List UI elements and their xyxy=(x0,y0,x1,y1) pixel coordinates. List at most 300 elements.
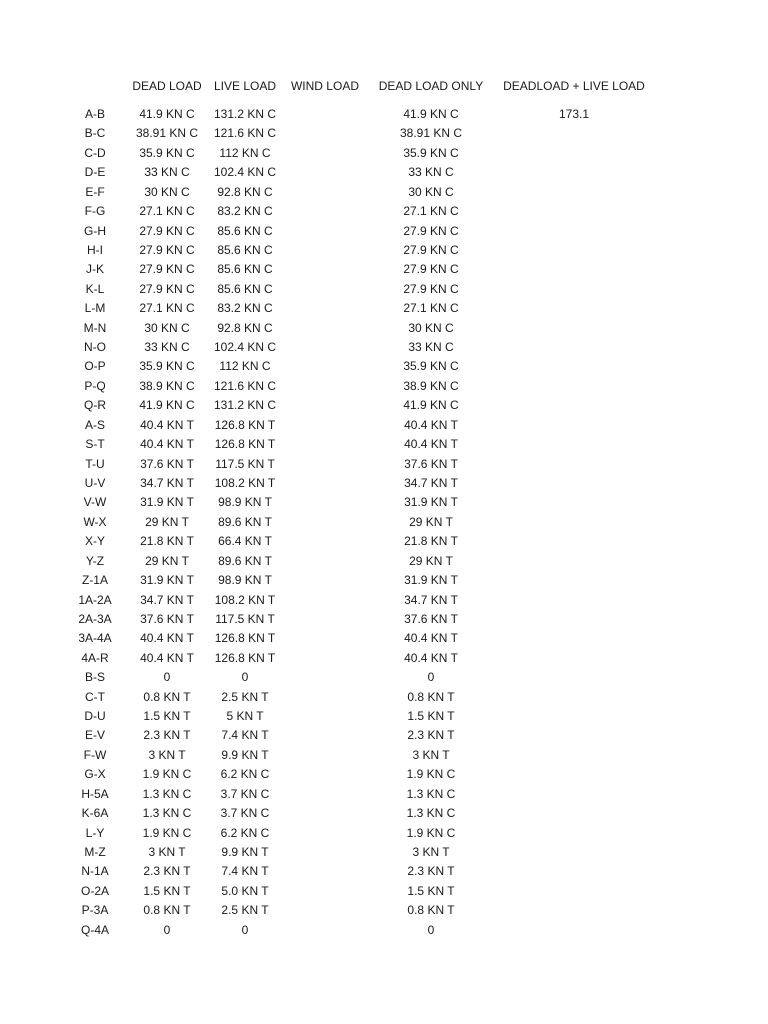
wind-load-cell xyxy=(284,610,366,629)
deadload-plus-live-load-cell xyxy=(496,688,652,707)
table-row xyxy=(0,183,768,202)
member-cell: W-X xyxy=(83,514,107,529)
header-live-load: LIVE LOAD xyxy=(213,79,277,93)
live-load-cell: 7.4 KN T xyxy=(221,728,269,743)
dead-load-only-cell: 2.3 KN T xyxy=(407,864,455,879)
wind-load-cell xyxy=(284,202,366,221)
dead-load-only-cell: 3 KN T xyxy=(412,747,450,762)
dead-load-only-cell: 1.3 KN C xyxy=(406,806,456,821)
dead-load-only-cell: 38.91 KN C xyxy=(399,126,463,141)
dead-load-only-cell: 27.1 KN C xyxy=(403,204,459,219)
dead-load-cell: 41.9 KN C xyxy=(139,107,195,121)
live-load-cell: 3.7 KN C xyxy=(220,786,270,801)
wind-load-cell xyxy=(284,377,366,396)
dead-load-only-cell: 37.6 KN T xyxy=(404,456,458,471)
deadload-plus-live-load-cell xyxy=(496,319,652,338)
member-cell: K-6A xyxy=(81,806,109,821)
dead-load-only-cell: 29 KN T xyxy=(409,514,453,529)
dead-load-cell: 1.3 KN C xyxy=(142,786,192,801)
wind-load-cell xyxy=(284,862,366,881)
dead-load-only-cell: 3 KN T xyxy=(412,844,450,859)
dead-load-only-cell: 1.9 KN C xyxy=(406,825,456,840)
live-load-cell: 5 KN T xyxy=(226,709,264,724)
dead-load-cell: 30 KN C xyxy=(144,184,190,199)
table-row xyxy=(0,299,768,318)
live-load-cell: 0 xyxy=(241,922,249,937)
wind-load-cell xyxy=(284,532,366,551)
live-load-cell: 7.4 KN T xyxy=(221,864,269,879)
live-load-cell: 108.2 KN T xyxy=(214,592,276,607)
dead-load-only-cell: 27.9 KN C xyxy=(403,281,459,296)
header-deadload-plus-live-load: DEADLOAD + LIVE LOAD xyxy=(503,79,645,93)
live-load-cell: 83.2 KN C xyxy=(217,301,273,316)
dead-load-only-cell: 33 KN C xyxy=(408,340,454,355)
table-row xyxy=(0,862,768,881)
dead-load-only-cell: 1.5 KN T xyxy=(407,883,455,898)
wind-load-cell xyxy=(284,785,366,804)
live-load-cell: 102.4 KN C xyxy=(213,165,277,180)
dead-load-cell: 34.7 KN T xyxy=(140,475,194,490)
table-row xyxy=(0,377,768,396)
deadload-plus-live-load-cell xyxy=(496,338,652,357)
member-cell: Q-4A xyxy=(80,922,109,937)
table-row xyxy=(0,513,768,532)
table-row xyxy=(0,765,768,784)
deadload-plus-live-load-cell: 173.1 xyxy=(558,107,590,121)
table-row xyxy=(0,474,768,493)
deadload-plus-live-load-cell xyxy=(496,824,652,843)
wind-load-cell xyxy=(284,124,366,143)
table-row xyxy=(0,260,768,279)
member-cell: P-Q xyxy=(84,378,106,393)
deadload-plus-live-load-cell xyxy=(496,649,652,668)
table-row xyxy=(0,804,768,823)
wind-load-cell xyxy=(284,435,366,454)
wind-load-cell xyxy=(284,552,366,571)
member-cell: 3A-4A xyxy=(78,631,112,646)
dead-load-only-cell: 34.7 KN T xyxy=(404,592,458,607)
wind-load-cell xyxy=(284,804,366,823)
wind-load-cell xyxy=(284,416,366,435)
header-dead-load-only: DEAD LOAD ONLY xyxy=(378,79,484,93)
table-row xyxy=(0,493,768,512)
member-cell: Y-Z xyxy=(85,553,105,568)
live-load-cell: 3.7 KN C xyxy=(220,806,270,821)
member-cell: P-3A xyxy=(81,903,109,918)
table-row xyxy=(0,707,768,726)
live-load-cell: 117.5 KN T xyxy=(215,456,275,471)
member-cell: B-S xyxy=(84,670,105,685)
member-cell: U-V xyxy=(84,475,106,490)
live-load-cell: 131.2 KN C xyxy=(213,398,277,413)
dead-load-cell: 0.8 KN T xyxy=(143,903,191,918)
table-row xyxy=(0,222,768,241)
wind-load-cell xyxy=(284,105,366,124)
live-load-cell: 108.2 KN T xyxy=(214,475,276,490)
table-row xyxy=(0,571,768,590)
member-cell: V-W xyxy=(83,495,107,510)
dead-load-only-cell: 30 KN C xyxy=(408,184,454,199)
live-load-cell: 2.5 KN T xyxy=(221,903,269,918)
wind-load-cell xyxy=(284,726,366,745)
deadload-plus-live-load-cell xyxy=(496,280,652,299)
dead-load-cell: 27.9 KN C xyxy=(139,281,195,296)
table-row xyxy=(0,241,768,260)
wind-load-cell xyxy=(284,319,366,338)
wind-load-cell xyxy=(284,513,366,532)
wind-load-cell xyxy=(284,746,366,765)
member-cell: X-Y xyxy=(84,534,105,549)
deadload-plus-live-load-cell xyxy=(496,591,652,610)
dead-load-cell: 31.9 KN T xyxy=(140,573,194,588)
dead-load-cell: 0 xyxy=(163,922,171,937)
wind-load-cell xyxy=(284,668,366,687)
wind-load-cell xyxy=(284,571,366,590)
member-cell: M-N xyxy=(83,320,107,335)
live-load-cell: 85.6 KN C xyxy=(217,223,273,238)
wind-load-cell xyxy=(284,144,366,163)
dead-load-only-cell: 37.6 KN T xyxy=(404,611,458,626)
dead-load-only-cell: 1.9 KN C xyxy=(406,767,456,782)
live-load-cell: 126.8 KN T xyxy=(214,417,276,432)
wind-load-cell xyxy=(284,765,366,784)
live-load-cell: 89.6 KN T xyxy=(218,553,272,568)
deadload-plus-live-load-cell xyxy=(496,726,652,745)
table-row xyxy=(0,843,768,862)
dead-load-cell: 29 KN T xyxy=(145,553,189,568)
wind-load-cell xyxy=(284,396,366,415)
dead-load-only-cell: 0.8 KN T xyxy=(407,689,455,704)
live-load-cell: 0 xyxy=(241,670,249,685)
member-cell: F-W xyxy=(83,747,107,762)
dead-load-only-cell: 35.9 KN C xyxy=(403,359,459,374)
table-row xyxy=(0,357,768,376)
live-load-cell: 126.8 KN T xyxy=(214,631,276,646)
dead-load-only-cell: 40.4 KN T xyxy=(404,417,458,432)
deadload-plus-live-load-cell xyxy=(496,377,652,396)
member-cell: C-T xyxy=(85,689,105,704)
dead-load-cell: 0 xyxy=(163,670,171,685)
dead-load-cell: 40.4 KN T xyxy=(140,650,194,665)
deadload-plus-live-load-cell xyxy=(496,668,652,687)
wind-load-cell xyxy=(284,493,366,512)
dead-load-cell: 40.4 KN T xyxy=(140,417,194,432)
wind-load-cell xyxy=(284,455,366,474)
deadload-plus-live-load-cell xyxy=(496,396,652,415)
table-row xyxy=(0,396,768,415)
member-cell: K-L xyxy=(85,281,105,296)
deadload-plus-live-load-cell xyxy=(496,124,652,143)
deadload-plus-live-load-cell xyxy=(496,474,652,493)
live-load-cell: 2.5 KN T xyxy=(221,689,269,704)
table-row xyxy=(0,668,768,687)
member-cell: L-M xyxy=(84,301,106,316)
member-cell: G-H xyxy=(84,223,106,238)
member-cell: D-U xyxy=(84,709,106,724)
header-row xyxy=(0,77,768,96)
dead-load-only-cell: 40.4 KN T xyxy=(404,631,458,646)
table-row xyxy=(0,552,768,571)
dead-load-cell: 33 KN C xyxy=(144,340,190,355)
dead-load-cell: 34.7 KN T xyxy=(140,592,194,607)
deadload-plus-live-load-cell xyxy=(496,202,652,221)
deadload-plus-live-load-cell xyxy=(496,532,652,551)
wind-load-cell xyxy=(284,183,366,202)
deadload-plus-live-load-cell xyxy=(496,222,652,241)
live-load-cell: 83.2 KN C xyxy=(217,204,273,219)
member-cell: 2A-3A xyxy=(78,611,112,626)
dead-load-cell: 29 KN T xyxy=(145,514,189,529)
member-cell: T-U xyxy=(85,456,105,471)
wind-load-cell xyxy=(284,241,366,260)
live-load-cell: 117.5 KN T xyxy=(215,611,275,626)
dead-load-cell: 0.8 KN T xyxy=(143,689,191,704)
member-cell: A-B xyxy=(84,107,105,121)
table-row xyxy=(0,746,768,765)
deadload-plus-live-load-cell xyxy=(496,144,652,163)
wind-load-cell xyxy=(284,474,366,493)
deadload-plus-live-load-cell xyxy=(496,629,652,648)
table-row xyxy=(0,726,768,745)
deadload-plus-live-load-cell xyxy=(496,241,652,260)
dead-load-cell: 38.91 KN C xyxy=(135,126,199,141)
dead-load-only-cell: 21.8 KN T xyxy=(404,534,458,549)
wind-load-cell xyxy=(284,921,366,940)
dead-load-cell: 41.9 KN C xyxy=(139,398,195,413)
table-row xyxy=(0,416,768,435)
dead-load-cell: 27.9 KN C xyxy=(139,262,195,277)
deadload-plus-live-load-cell xyxy=(496,882,652,901)
member-cell: H-5A xyxy=(81,786,109,801)
live-load-cell: 9.9 KN T xyxy=(221,747,269,762)
member-cell: G-X xyxy=(84,767,106,782)
dead-load-only-cell: 40.4 KN T xyxy=(404,650,458,665)
wind-load-cell xyxy=(284,882,366,901)
member-cell: B-C xyxy=(84,126,106,141)
table-row xyxy=(0,688,768,707)
table-row xyxy=(0,591,768,610)
wind-load-cell xyxy=(284,901,366,920)
dead-load-cell: 1.9 KN C xyxy=(142,767,192,782)
header-dead-load: DEAD LOAD xyxy=(132,79,202,93)
live-load-cell: 126.8 KN T xyxy=(214,437,276,452)
dead-load-cell: 1.3 KN C xyxy=(142,806,192,821)
wind-load-cell xyxy=(284,299,366,318)
live-load-cell: 112 KN C xyxy=(219,359,271,374)
live-load-cell: 126.8 KN T xyxy=(214,650,276,665)
dead-load-cell: 1.5 KN T xyxy=(143,883,191,898)
live-load-cell: 89.6 KN T xyxy=(218,514,272,529)
live-load-cell: 92.8 KN C xyxy=(217,320,273,335)
live-load-cell: 98.9 KN T xyxy=(218,495,272,510)
member-cell: S-T xyxy=(85,437,105,452)
dead-load-only-cell: 30 KN C xyxy=(408,320,454,335)
wind-load-cell xyxy=(284,222,366,241)
dead-load-only-cell: 0 xyxy=(427,670,435,685)
table-row xyxy=(0,105,768,124)
dead-load-cell: 3 KN T xyxy=(148,844,186,859)
table-row xyxy=(0,921,768,940)
wind-load-cell xyxy=(284,629,366,648)
member-cell: N-O xyxy=(84,340,106,355)
dead-load-only-cell: 41.9 KN C xyxy=(403,107,459,121)
dead-load-only-cell: 27.9 KN C xyxy=(403,242,459,257)
dead-load-cell: 27.1 KN C xyxy=(139,204,195,219)
wind-load-cell xyxy=(284,163,366,182)
table-row xyxy=(0,280,768,299)
dead-load-only-cell: 0.8 KN T xyxy=(407,903,455,918)
table-row xyxy=(0,124,768,143)
wind-load-cell xyxy=(284,707,366,726)
dead-load-cell: 33 KN C xyxy=(144,165,190,180)
deadload-plus-live-load-cell xyxy=(496,804,652,823)
table-row xyxy=(0,338,768,357)
dead-load-cell: 1.5 KN T xyxy=(143,709,191,724)
dead-load-cell: 2.3 KN T xyxy=(143,728,191,743)
live-load-cell: 6.2 KN C xyxy=(220,767,270,782)
member-cell: D-E xyxy=(84,165,106,180)
member-cell: M-Z xyxy=(84,844,106,859)
table-row xyxy=(0,532,768,551)
member-cell: L-Y xyxy=(85,825,105,840)
dead-load-only-cell: 33 KN C xyxy=(408,165,454,180)
deadload-plus-live-load-cell xyxy=(496,183,652,202)
member-cell: O-2A xyxy=(80,883,109,898)
table-row xyxy=(0,455,768,474)
dead-load-cell: 2.3 KN T xyxy=(143,864,191,879)
table-row xyxy=(0,824,768,843)
deadload-plus-live-load-cell xyxy=(496,765,652,784)
dead-load-cell: 38.9 KN C xyxy=(139,378,195,393)
table-row xyxy=(0,785,768,804)
dead-load-cell: 35.9 KN C xyxy=(139,145,195,160)
dead-load-cell: 35.9 KN C xyxy=(139,359,195,374)
deadload-plus-live-load-cell xyxy=(496,513,652,532)
deadload-plus-live-load-cell xyxy=(496,707,652,726)
deadload-plus-live-load-cell xyxy=(496,435,652,454)
dead-load-only-cell: 31.9 KN T xyxy=(404,573,458,588)
live-load-cell: 92.8 KN C xyxy=(217,184,273,199)
deadload-plus-live-load-cell xyxy=(496,552,652,571)
member-cell: C-D xyxy=(84,145,106,160)
wind-load-cell xyxy=(284,688,366,707)
dead-load-only-cell: 0 xyxy=(427,922,435,937)
deadload-plus-live-load-cell xyxy=(496,921,652,940)
live-load-cell: 6.2 KN C xyxy=(220,825,270,840)
live-load-cell: 98.9 KN T xyxy=(218,573,272,588)
live-load-cell: 121.6 KN C xyxy=(213,126,277,141)
dead-load-cell: 27.9 KN C xyxy=(139,242,195,257)
dead-load-cell: 27.9 KN C xyxy=(139,223,195,238)
dead-load-cell: 37.6 KN T xyxy=(140,456,194,471)
table-row xyxy=(0,629,768,648)
deadload-plus-live-load-cell xyxy=(496,493,652,512)
live-load-cell: 9.9 KN T xyxy=(221,844,269,859)
deadload-plus-live-load-cell xyxy=(496,455,652,474)
member-cell: Q-R xyxy=(84,398,106,413)
deadload-plus-live-load-cell xyxy=(496,299,652,318)
deadload-plus-live-load-cell xyxy=(496,746,652,765)
live-load-cell: 85.6 KN C xyxy=(217,262,273,277)
dead-load-only-cell: 40.4 KN T xyxy=(404,437,458,452)
member-cell: F-G xyxy=(84,204,106,219)
member-cell: A-S xyxy=(84,417,105,432)
dead-load-only-cell: 27.9 KN C xyxy=(403,262,459,277)
table-row xyxy=(0,435,768,454)
live-load-cell: 66.4 KN T xyxy=(218,534,272,549)
deadload-plus-live-load-cell xyxy=(496,260,652,279)
member-cell: H-I xyxy=(87,242,103,257)
live-load-cell: 131.2 KN C xyxy=(213,107,277,121)
wind-load-cell xyxy=(284,260,366,279)
live-load-cell: 85.6 KN C xyxy=(217,242,273,257)
deadload-plus-live-load-cell xyxy=(496,571,652,590)
table-row xyxy=(0,882,768,901)
dead-load-cell: 27.1 KN C xyxy=(139,301,195,316)
member-cell: 1A-2A xyxy=(78,592,112,607)
deadload-plus-live-load-cell xyxy=(496,357,652,376)
member-cell: N-1A xyxy=(81,864,109,879)
member-cell: E-V xyxy=(84,728,105,743)
member-cell: E-F xyxy=(85,184,105,199)
table-row xyxy=(0,163,768,182)
dead-load-only-cell: 29 KN T xyxy=(409,553,453,568)
table-row xyxy=(0,319,768,338)
dead-load-cell: 21.8 KN T xyxy=(140,534,194,549)
dead-load-cell: 30 KN C xyxy=(144,320,190,335)
wind-load-cell xyxy=(284,824,366,843)
wind-load-cell xyxy=(284,649,366,668)
deadload-plus-live-load-cell xyxy=(496,416,652,435)
dead-load-only-cell: 31.9 KN T xyxy=(404,495,458,510)
wind-load-cell xyxy=(284,357,366,376)
deadload-plus-live-load-cell xyxy=(496,785,652,804)
table-row xyxy=(0,649,768,668)
live-load-cell: 5.0 KN T xyxy=(221,883,269,898)
dead-load-cell: 1.9 KN C xyxy=(142,825,192,840)
dead-load-only-cell: 1.5 KN T xyxy=(407,709,455,724)
header-wind-load: WIND LOAD xyxy=(290,79,359,93)
wind-load-cell xyxy=(284,280,366,299)
deadload-plus-live-load-cell xyxy=(496,862,652,881)
member-cell: 4A-R xyxy=(81,650,109,665)
dead-load-cell: 37.6 KN T xyxy=(140,611,194,626)
table-row xyxy=(0,144,768,163)
wind-load-cell xyxy=(284,591,366,610)
dead-load-only-cell: 2.3 KN T xyxy=(407,728,455,743)
dead-load-only-cell: 34.7 KN T xyxy=(404,475,458,490)
dead-load-cell: 40.4 KN T xyxy=(140,437,194,452)
dead-load-only-cell: 35.9 KN C xyxy=(403,145,459,160)
deadload-plus-live-load-cell xyxy=(496,610,652,629)
dead-load-only-cell: 27.1 KN C xyxy=(403,301,459,316)
wind-load-cell xyxy=(284,843,366,862)
dead-load-cell: 31.9 KN T xyxy=(140,495,194,510)
live-load-cell: 102.4 KN C xyxy=(213,340,277,355)
dead-load-only-cell: 38.9 KN C xyxy=(403,378,459,393)
table-row xyxy=(0,610,768,629)
member-cell: O-P xyxy=(84,359,106,374)
table-row xyxy=(0,901,768,920)
deadload-plus-live-load-cell xyxy=(496,163,652,182)
member-cell: Z-1A xyxy=(81,573,108,588)
dead-load-only-cell: 27.9 KN C xyxy=(403,223,459,238)
deadload-plus-live-load-cell xyxy=(496,843,652,862)
deadload-plus-live-load-cell xyxy=(496,901,652,920)
live-load-cell: 121.6 KN C xyxy=(213,378,277,393)
table-row xyxy=(0,202,768,221)
live-load-cell: 85.6 KN C xyxy=(217,281,273,296)
